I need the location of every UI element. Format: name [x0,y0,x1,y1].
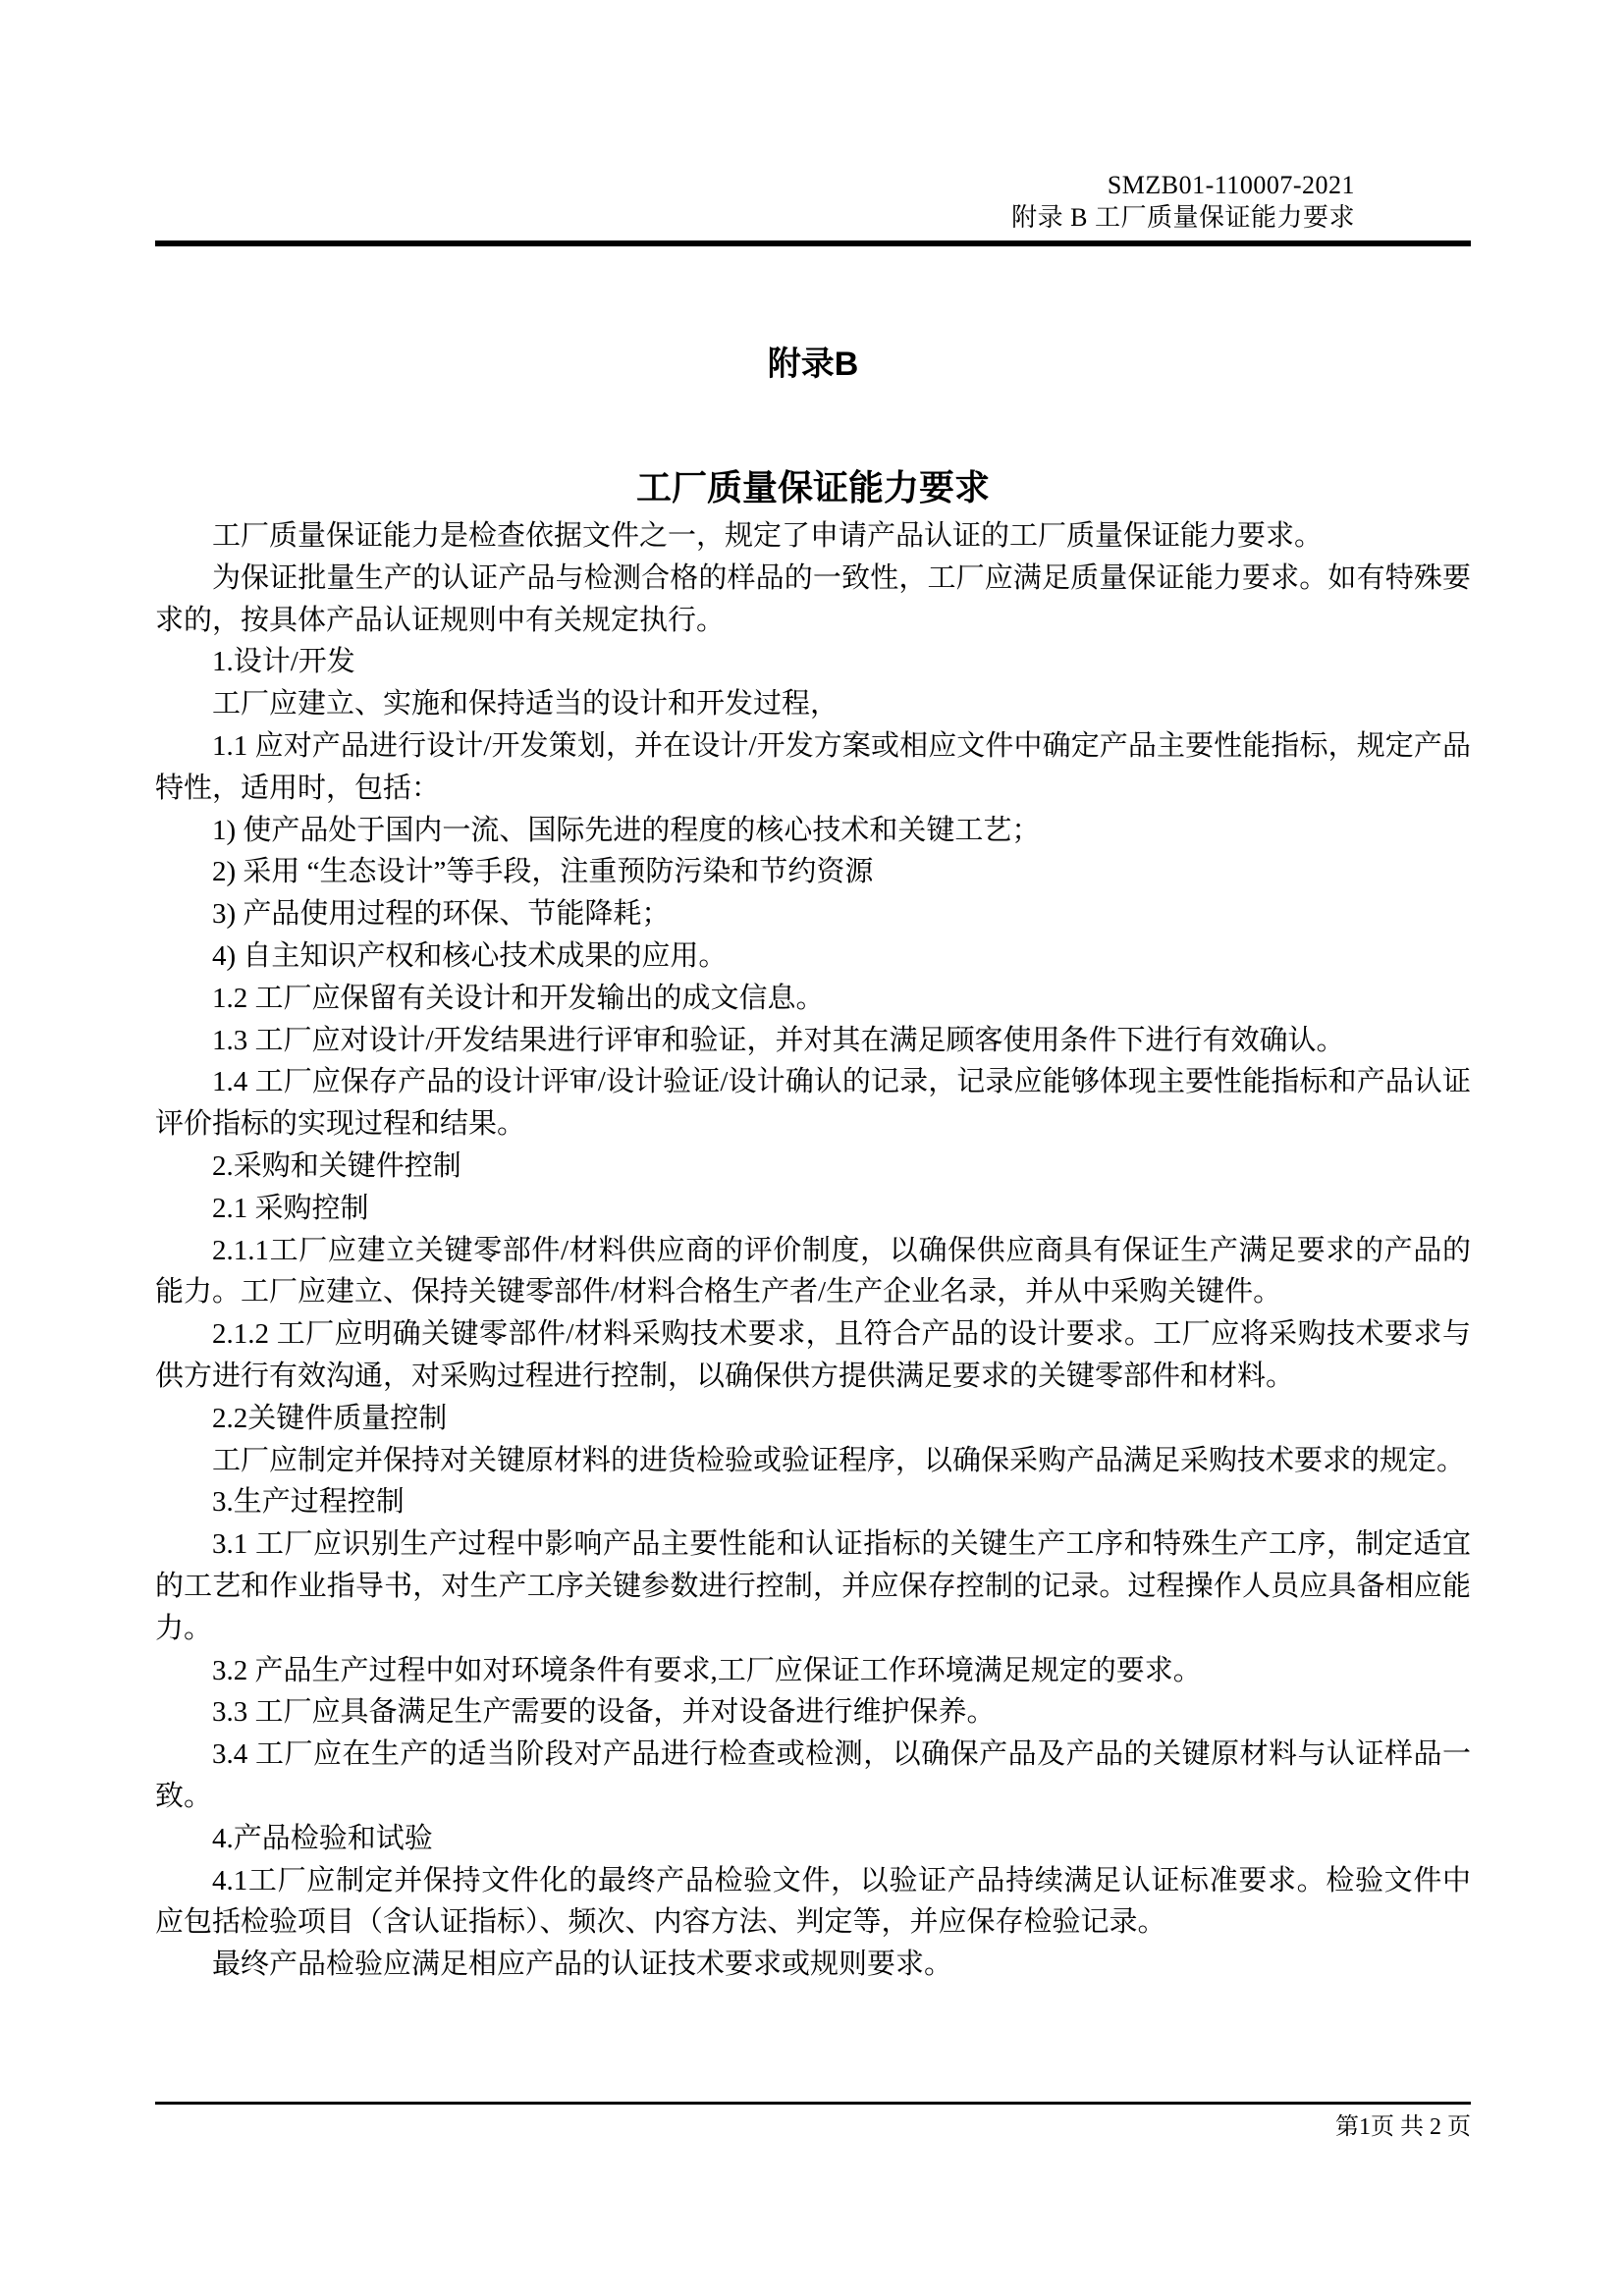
page-number: 第1页 共 2 页 [1335,2114,1471,2140]
paragraph: 1.1 应对产品进行设计/开发策划，并在设计/开发方案或相应文件中确定产品主要性能指标，规定产品特性，适用时，包括： [155,729,1471,804]
header-text-block [155,169,1471,234]
paragraph: 3.3 工厂应具备满足生产需要的设备，并对设备进行维护保养。 [212,1696,996,1729]
paragraph: 4) 自主知识产权和核心技术成果的应用。 [212,939,728,972]
paragraph-container [155,515,1471,1986]
page-footer [155,2102,1471,2141]
paragraph: 4.1工厂应制定并保持文件化的最终产品检验文件，以验证产品持续满足认证标准要求。检验文件中应包括检验项目（含认证指标）、频次、内容方法、判定等，并应保存检验记录。 [155,1864,1471,1939]
paragraph: 2.采购和关键件控制 [212,1149,461,1182]
paragraph: 3) 产品使用过程的环保、节能降耗； [212,898,671,931]
page-header [155,169,1471,246]
paragraph: 1) 使产品处于国内一流、国际先进的程度的核心技术和关键工艺； [212,814,1041,846]
paragraph: 最终产品检验应满足相应产品的认证技术要求或规则要求。 [212,1949,953,1981]
paragraph: 1.2 工厂应保留有关设计和开发输出的成文信息。 [212,982,825,1014]
paragraph: 3.4 工厂应在生产的适当阶段对产品进行检查或检测，以确保产品及产品的关键原材料与认证样品一致。 [155,1738,1471,1812]
paragraph: 3.2 产品生产过程中如对环境条件有要求,工厂应保证工作环境满足规定的要求。 [212,1654,1202,1686]
paragraph: 1.4 工厂应保存产品的设计评审/设计验证/设计确认的记录，记录应能够体现主要性能指标和产品认证评价指标的实现过程和结果。 [155,1066,1471,1141]
paragraph: 2.2关键件质量控制 [212,1402,448,1434]
appendix-title: 附录B [767,346,859,383]
footer-rule [155,2102,1471,2105]
paragraph: 2.1.1工厂应建立关键零部件/材料供应商的评价制度，以确保供应商具有保证生产满足要求的产品的能力。工厂应建立、保持关键零部件/材料合格生产者/生产企业名录，并从中采购关键件。 [155,1234,1471,1308]
paragraph: 4.产品检验和试验 [212,1822,433,1854]
doc-header-title: 附录 B 工厂质量保证能力要求 [1011,203,1355,232]
paragraph: 为保证批量生产的认证产品与检测合格的样品的一致性，工厂应满足质量保证能力要求。如有特殊要求的，按具体产品认证规则中有关规定执行。 [155,561,1471,636]
paragraph: 3.生产过程控制 [212,1486,405,1519]
paragraph: 1.3 工厂应对设计/开发结果进行评审和验证，并对其在满足顾客使用条件下进行有效确认。 [212,1024,1345,1056]
document-body [155,344,1471,1986]
header-rule [155,240,1471,246]
paragraph: 2) 采用 “生态设计”等手段，注重预防污染和节约资源 [212,856,874,888]
paragraph: 工厂质量保证能力是检查依据文件之一，规定了申请产品认证的工厂质量保证能力要求。 [212,520,1324,552]
doc-number: SMZB01-110007-2021 [1107,171,1355,199]
paragraph: 3.1 工厂应识别生产过程中影响产品主要性能和认证指标的关键生产工序和特殊生产工序，制定适宜的工艺和作业指导书，对生产工序关键参数进行控制，并应保存控制的记录。过程操作人员应具备相应能力。 [155,1528,1471,1644]
paragraph: 2.1 采购控制 [212,1192,369,1224]
paragraph: 1.设计/开发 [212,646,355,678]
document-title: 工厂质量保证能力要求 [635,467,990,507]
paragraph: 2.1.2 工厂应明确关键零部件/材料采购技术要求，且符合产品的设计要求。工厂应将采购技术要求与供方进行有效沟通，对采购过程进行控制，以确保供方提供满足要求的关键零部件和材料。 [155,1318,1471,1392]
paragraph: 工厂应制定并保持对关键原材料的进货检验或验证程序，以确保采购产品满足采购技术要求的规定。 [212,1444,1466,1476]
paragraph: 工厂应建立、实施和保持适当的设计和开发过程， [212,688,839,721]
